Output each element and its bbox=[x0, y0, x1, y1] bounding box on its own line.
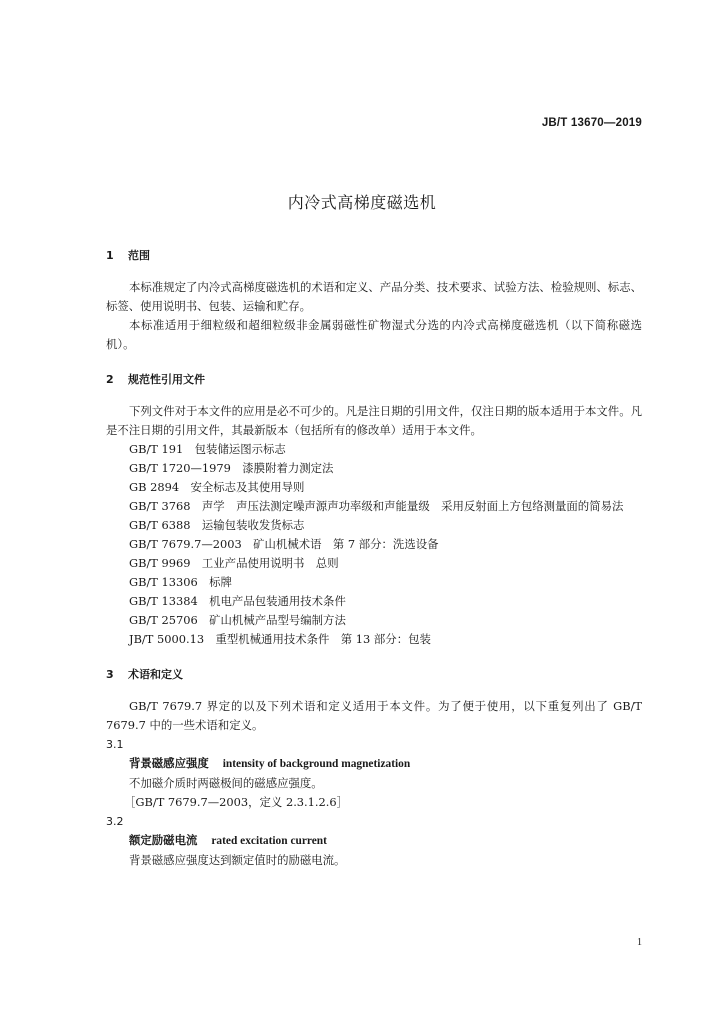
document-title: 内冷式高梯度磁选机 bbox=[287, 193, 437, 212]
page-number: 1 bbox=[637, 937, 642, 948]
reference-item: GB/T 7679.7—2003 矿山机械术语 第 7 部分：洗选设备 bbox=[129, 537, 439, 551]
section-1-heading bbox=[106, 246, 642, 265]
reference-item: JB/T 5000.13 重型机械通用技术条件 第 13 部分：包装 bbox=[129, 632, 431, 646]
term-name-zh: 额定励磁电流 bbox=[129, 833, 198, 847]
section-3-heading bbox=[106, 665, 642, 684]
reference-item: GB/T 1720—1979 漆膜附着力测定法 bbox=[129, 461, 334, 475]
section-number: 2 bbox=[106, 373, 114, 386]
paragraph: GB/T 7679.7 界定的以及下列术语和定义适用于本文件。为了便于使用，以下重复列出了 GB/T 7679.7 中的一些术语和定义。 bbox=[106, 699, 642, 732]
reference-item: GB/T 13384 机电产品包装通用技术条件 bbox=[129, 594, 346, 608]
term-name-zh: 背景磁感应强度 bbox=[129, 756, 209, 770]
paragraph: 本标准适用于细粒级和超细粒级非金属弱磁性矿物湿式分选的内冷式高梯度磁选机（以下简称磁选机）。 bbox=[106, 318, 642, 351]
section-number: 3 bbox=[106, 668, 114, 681]
document-body bbox=[106, 246, 642, 870]
paragraph: 本标准规定了内冷式高梯度磁选机的术语和定义、产品分类、技术要求、试验方法、检验规则、标志、标签、使用说明书、包装、运输和贮存。 bbox=[106, 280, 642, 313]
term-name-en: intensity of background magnetization bbox=[222, 758, 411, 770]
term-definition: 不加磁介质时两磁极间的磁感应强度。 bbox=[129, 776, 323, 790]
reference-item: GB/T 3768 声学 声压法测定噪声源声功率级和声能量级 采用反射面上方包络测量面的简易法 bbox=[129, 499, 624, 513]
section-number: 1 bbox=[106, 249, 114, 262]
term-source: ［GB/T 7679.7—2003，定义 2.3.1.2.6］ bbox=[124, 795, 349, 809]
section-title: 规范性引用文件 bbox=[128, 373, 205, 386]
reference-item: GB/T 13306 标牌 bbox=[129, 575, 232, 589]
reference-item: GB 2894 安全标志及其使用导则 bbox=[129, 480, 305, 494]
paragraph: 下列文件对于本文件的应用是必不可少的。凡是注日期的引用文件，仅注日期的版本适用于本文件。凡是不注日期的引用文件，其最新版本（包括所有的修改单）适用于本文件。 bbox=[106, 404, 642, 437]
section-title: 范围 bbox=[128, 249, 150, 262]
section-2-heading bbox=[106, 370, 642, 389]
section-title: 术语和定义 bbox=[128, 668, 183, 681]
reference-item: GB/T 25706 矿山机械产品型号编制方法 bbox=[129, 613, 346, 627]
term-name-en: rated excitation current bbox=[211, 835, 327, 847]
term-definition: 背景磁感应强度达到额定值时的励磁电流。 bbox=[129, 853, 346, 867]
reference-item: GB/T 6388 运输包装收发货标志 bbox=[129, 518, 305, 532]
reference-item: GB/T 191 包装储运图示标志 bbox=[129, 442, 286, 456]
term-name bbox=[106, 831, 642, 851]
term-number: 3.2 bbox=[106, 815, 124, 828]
reference-item: GB/T 9969 工业产品使用说明书 总则 bbox=[129, 556, 339, 570]
term-number: 3.1 bbox=[106, 738, 124, 751]
term-name bbox=[106, 754, 642, 774]
standard-code: JB/T 13670—2019 bbox=[541, 117, 642, 129]
